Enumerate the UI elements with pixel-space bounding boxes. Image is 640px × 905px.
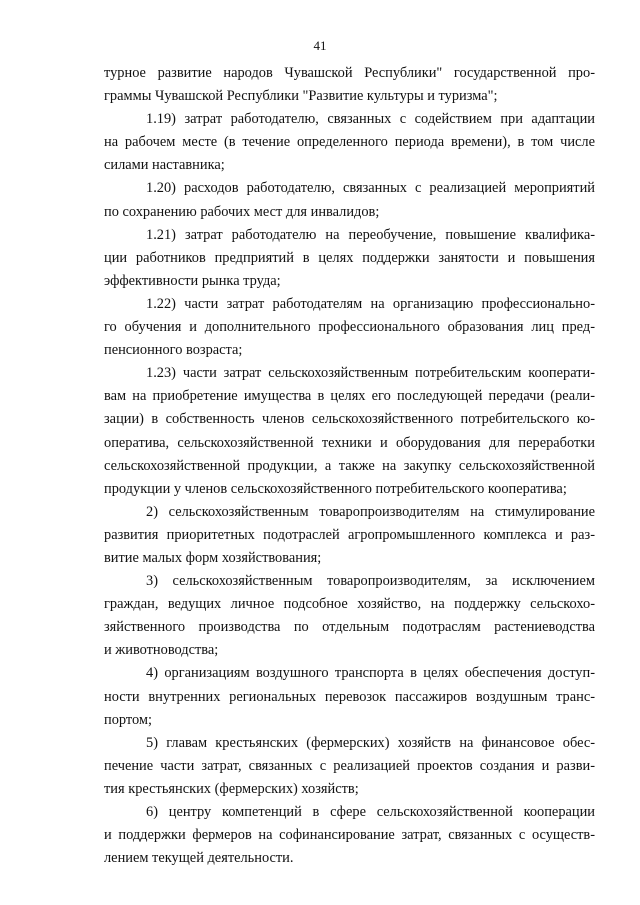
text-line: 5) главам крестьянских (фермерских) хозяйств на финансовое обес- (146, 734, 595, 751)
text-line: 1.19) затрат работодателю, связанных с содействием при адаптации (146, 111, 595, 128)
text-line: зяйственного производства по отдельным подотраслям растениеводства (104, 619, 595, 636)
text-line: 3) сельскохозяйственным товаропроизводителям, за исключением (146, 573, 595, 590)
text-line: 1.20) расходов работодателю, связанных с реализацией мероприятий (146, 180, 595, 197)
text-line: и поддержки фермеров на софинансирование затрат, связанных с осуществ- (104, 827, 595, 844)
page-number: 41 (313, 38, 327, 53)
text-line: 1.22) части затрат работодателям на организацию профессионально- (146, 295, 595, 312)
document-body (104, 62, 595, 870)
text-line: портом; (104, 711, 153, 728)
text-line: лением текущей деятельности. (104, 850, 294, 867)
text-line: развития приоритетных подотраслей агропромышленного комплекса и раз- (104, 526, 595, 543)
text-line: силами наставника; (104, 157, 225, 174)
text-line: ности внутренних региональных перевозок пассажиров воздушным транс- (104, 688, 595, 705)
text-line: продукции у членов сельскохозяйственного потребительского кооператива; (104, 480, 567, 497)
text-line: турное развитие народов Чувашской Республики" государственной про- (104, 65, 595, 81)
text-line: сельскохозяйственной продукции, а также на закупку сельскохозяйственной (104, 457, 595, 474)
text-line: на рабочем месте (в течение определенного периода времени), в том числе (104, 134, 595, 151)
text-line: эффективности рынка труда; (104, 272, 281, 289)
text-line: оператива, сельскохозяйственной техники и оборудования для переработки (104, 434, 595, 451)
text-line: и животноводства; (104, 642, 219, 659)
text-line: ции работников предприятий в целях поддержки занятости и повышения (104, 249, 595, 266)
text-line: по сохранению рабочих мест для инвалидов; (104, 203, 380, 220)
text-line: граммы Чувашской Республики "Развитие культуры и туризма"; (104, 88, 498, 105)
text-line: го обучения и дополнительного профессионального образования лиц пред- (104, 319, 595, 336)
text-line: зации) в собственность членов сельскохозяйственного потребительского ко- (104, 411, 595, 428)
text-line: 4) организациям воздушного транспорта в целях обеспечения доступ- (146, 665, 595, 682)
text-line: 2) сельскохозяйственным товаропроизводителям на стимулирование (146, 503, 595, 520)
text-line: пенсионного возраста; (104, 342, 243, 359)
text-line: граждан, ведущих личное подсобное хозяйство, на поддержку сельскохо- (104, 596, 595, 613)
text-line: вам на приобретение имущества в целях его последующей передачи (реали- (104, 388, 595, 405)
text-line: тия крестьянских (фермерских) хозяйств; (104, 780, 359, 797)
text-line: 1.23) части затрат сельскохозяйственным потребительским кооперати- (146, 365, 595, 382)
text-line: витие малых форм хозяйствования; (104, 549, 322, 566)
text-line: 6) центру компетенций в сфере сельскохозяйственной кооперации (146, 804, 595, 820)
text-line: печение части затрат, связанных с реализацией проектов создания и разви- (104, 757, 595, 774)
text-line: 1.21) затрат работодателю на переобучение, повышение квалифика- (146, 226, 595, 243)
